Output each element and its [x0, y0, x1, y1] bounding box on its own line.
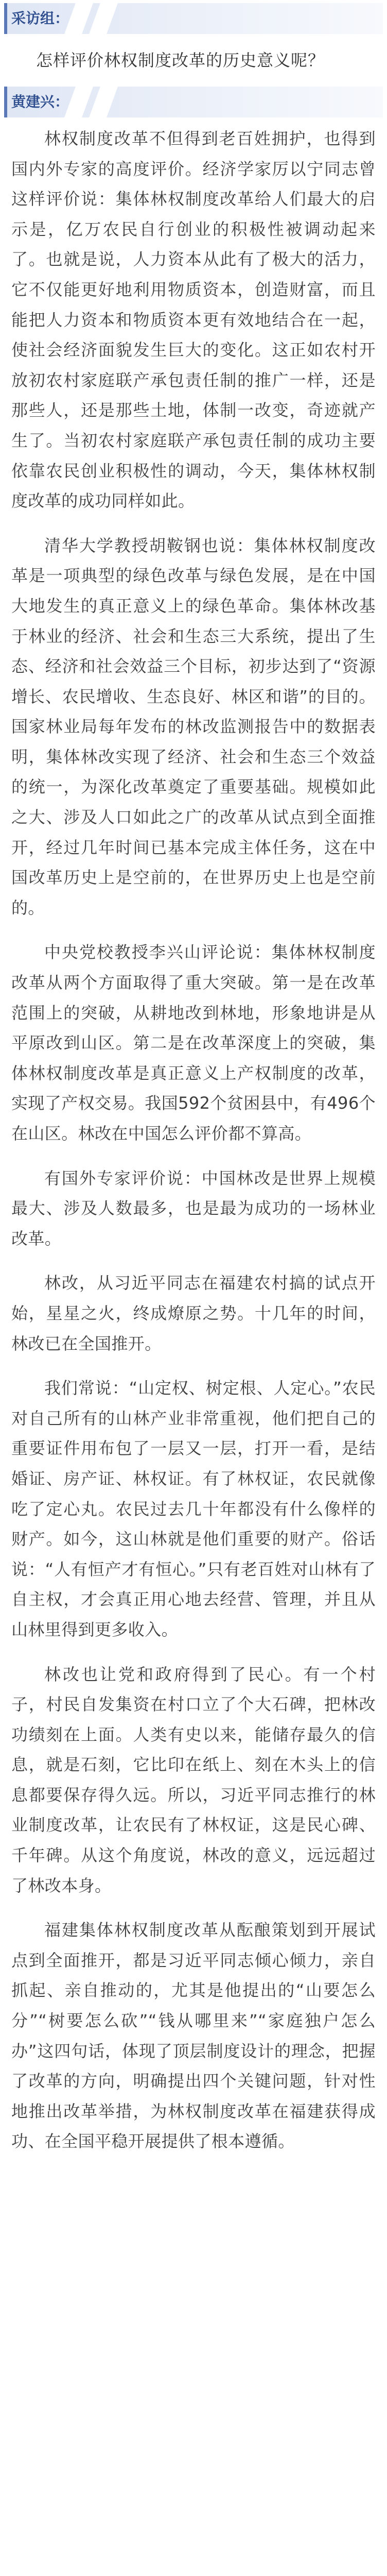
- decorative-slash-2: [89, 87, 118, 117]
- answer-paragraph: 有国外专家评价说：中国林改是世界上规模最大、涉及人数最多，也是最为成功的一场林业改革。: [11, 1168, 376, 1248]
- answerer-label-bar: [4, 87, 383, 117]
- interviewer-label-bar: [4, 3, 383, 34]
- answer-paragraph: 林改，从习近平同志在福建农村搞的试点开始，星星之火，终成燎原之势。十几年的时间，林改已在全国推开。: [11, 1273, 376, 1353]
- answer-paragraph: 清华大学教授胡鞍钢也说：集体林权制度改革是一项典型的绿色改革与绿色发展，是在中国大地发生的真正意义上的绿色革命。集体林改基于林业的经济、社会和生态三大系统，提出了生态、经济和社会效益三个目标，初步达到了“资源增长、农民增收、生态良好、林区和谐”的目的。国家林业局每年发布的林改监测报告中的数据表明，集体林改实现了经济、社会和生态三个效益的统一，为深化改革奠定了重要基础。规模如此之大、涉及人口如此之广的改革从试点到全面推开，经过几年时间已基本完成主体任务，这在中国改革历史上是空前的，在世界历史上也是空前的。: [11, 535, 376, 918]
- answer-body: [4, 121, 383, 2168]
- article: [0, 3, 387, 2180]
- interviewer-label: 采访组：: [11, 10, 69, 27]
- decorative-slash-2: [89, 3, 118, 34]
- answer-paragraph: 林权制度改革不但得到老百姓拥护，也得到国内外专家的高度评价。经济学家厉以宁同志曾这样评价说：集体林权制度改革给人们最大的启示是，亿万农民自行创业的积极性被调动起来了。也就是说，人力资本从此有了极大的活力，它不仅能更好地利用物质资本，创造财富，而且能把人力资本和物质资本更有效地结合在一起，使社会经济面貌发生巨大的变化。这正如农村开放初农村家庭联产承包责任制的推广一样，还是那些人，还是那些土地，体制一改变，奇迹就产生了。当初农村家庭联产承包责任制的成功主要依靠农民创业积极性的调动，今天，集体林权制度改革的成功同样如此。: [11, 129, 376, 511]
- answer-paragraph: 福建集体林权制度改革从酝酿策划到开展试点到全面推开，都是习近平同志倾心倾力，亲自抓起、亲自推动的，尤其是他提出的“山要怎么分”“树要怎么砍”“钱从哪里来”“家庭独户怎么办”这四句话，体现了顶层制度设计的理念，把握了改革的方向，明确提出四个关键问题，针对性地推出改革举措，为林权制度改革在福建获得成功、在全国平稳开展提供了根本遵循。: [11, 1920, 376, 2151]
- answer-paragraph: 中央党校教授李兴山评论说：集体林权制度改革从两个方面取得了重大突破。第一是在改革范围上的突破，从耕地改到林地，形象地讲是从平原改到山区。第二是在改革深度上的突破，集体林权制度改革是真正意义上产权制度的改革，实现了产权交易。我国592个贫困县中，有496个在山区。林改在中国怎么评价都不算高。: [11, 942, 376, 1143]
- answer-paragraph: 我们常说：“山定权、树定根、人定心。”农民对自己所有的山林产业非常重视，他们把自己的重要证件用布包了一层又一层，打开一看，是结婚证、房产证、林权证。有了林权证，农民就像吃了定心丸。农民过去几十年都没有什么像样的财产。如今，这山林就是他们重要的财产。俗话说：“人有恒产才有恒心。”只有老百姓对山林有了自主权，才会真正用心地去经营、管理，并且从山林里得到更多收入。: [11, 1378, 376, 1639]
- interview-question: 怎样评价林权制度改革的历史意义呢？: [36, 50, 325, 70]
- answer-paragraph: 林改也让党和政府得到了民心。有一个村子，村民自发集资在村口立了个大石碑，把林改功绩刻在上面。人类有史以来，能储存最久的信息，就是石刻，它比印在纸上、刻在木头上的信息都要保存得久远。所以，习近平同志推行的林业制度改革，让农民有了林权证，这是民心碑、千年碑。从这个角度说，林改的意义，远远超过了林改本身。: [11, 1664, 376, 1895]
- answerer-label: 黄建兴：: [11, 93, 69, 110]
